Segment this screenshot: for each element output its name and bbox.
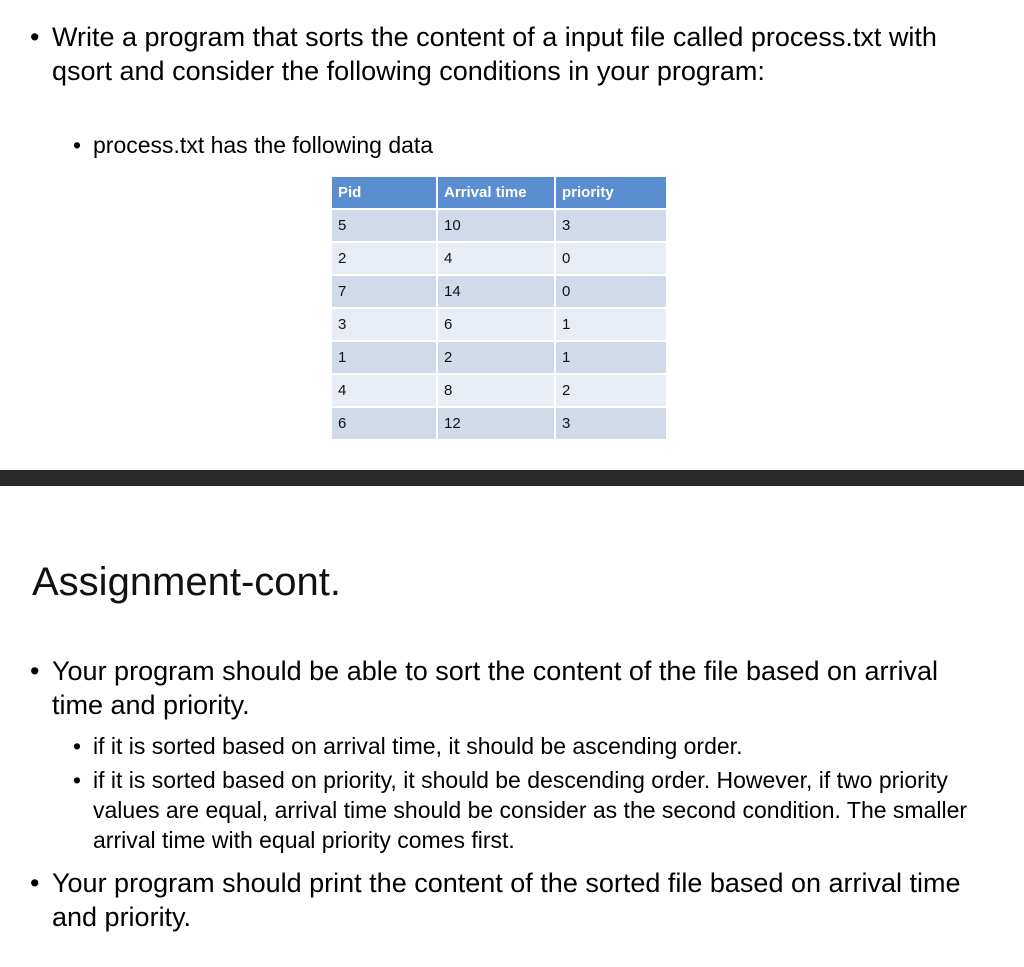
cell-priority: 0	[555, 242, 667, 275]
cell-pid: 4	[331, 374, 437, 407]
bullet-dot: •	[30, 868, 40, 898]
table-row	[331, 374, 667, 407]
cell-priority: 3	[555, 407, 667, 440]
cell-arrival-time: 8	[437, 374, 555, 407]
cell-pid: 1	[331, 341, 437, 374]
bullet-text: if it is sorted based on arrival time, it should be ascending order.	[93, 733, 743, 759]
sub-bullet-process-data	[73, 130, 953, 160]
cell-arrival-time: 12	[437, 407, 555, 440]
bullet-dot: •	[30, 22, 40, 52]
bullet-write-program	[30, 20, 990, 88]
cell-arrival-time: 4	[437, 242, 555, 275]
cell-pid: 6	[331, 407, 437, 440]
cell-arrival-time: 14	[437, 275, 555, 308]
slide-2	[0, 486, 1024, 967]
header-priority: priority	[555, 176, 667, 209]
cell-arrival-time: 2	[437, 341, 555, 374]
bullet-dot: •	[73, 132, 82, 158]
cell-pid: 2	[331, 242, 437, 275]
bullet-text: if it is sorted based on priority, it should be descending order. However, if two priority values are equal, arrival time should be consider as the second condition. The smaller arrival time with equal priority comes first.	[93, 767, 968, 853]
cell-priority: 2	[555, 374, 667, 407]
sub-bullet-priority-descending	[73, 765, 973, 855]
cell-pid: 5	[331, 209, 437, 242]
cell-pid: 3	[331, 308, 437, 341]
bullet-text: Your program should print the content of the sorted file based on arrival time and priority.	[52, 868, 961, 932]
bullet-text: Your program should be able to sort the content of the file based on arrival time and priority.	[52, 656, 939, 720]
cell-arrival-time: 6	[437, 308, 555, 341]
sub-bullet-arrival-ascending	[73, 731, 973, 761]
cell-priority: 3	[555, 209, 667, 242]
table-row	[331, 275, 667, 308]
table-row	[331, 308, 667, 341]
slide-1	[0, 0, 1024, 470]
slide-divider	[0, 470, 1024, 486]
cell-priority: 1	[555, 341, 667, 374]
cell-priority: 0	[555, 275, 667, 308]
slide-title: Assignment-cont.	[32, 560, 342, 604]
table-row	[331, 209, 667, 242]
bullet-dot: •	[30, 656, 40, 686]
table-row	[331, 242, 667, 275]
cell-arrival-time: 10	[437, 209, 555, 242]
bullet-dot: •	[73, 767, 82, 793]
cell-pid: 7	[331, 275, 437, 308]
bullet-print-content	[30, 866, 990, 934]
table-row	[331, 407, 667, 440]
process-table	[330, 175, 668, 441]
bullet-text: process.txt has the following data	[93, 132, 434, 158]
bullet-dot: •	[73, 733, 82, 759]
table-row	[331, 341, 667, 374]
table-header-row	[331, 176, 667, 209]
header-arrival-time: Arrival time	[437, 176, 555, 209]
bullet-text: Write a program that sorts the content of a input file called process.txt with qsort and consider the following conditions in your program:	[52, 22, 937, 86]
cell-priority: 1	[555, 308, 667, 341]
bullet-sort-content	[30, 654, 990, 722]
header-pid: Pid	[331, 176, 437, 209]
